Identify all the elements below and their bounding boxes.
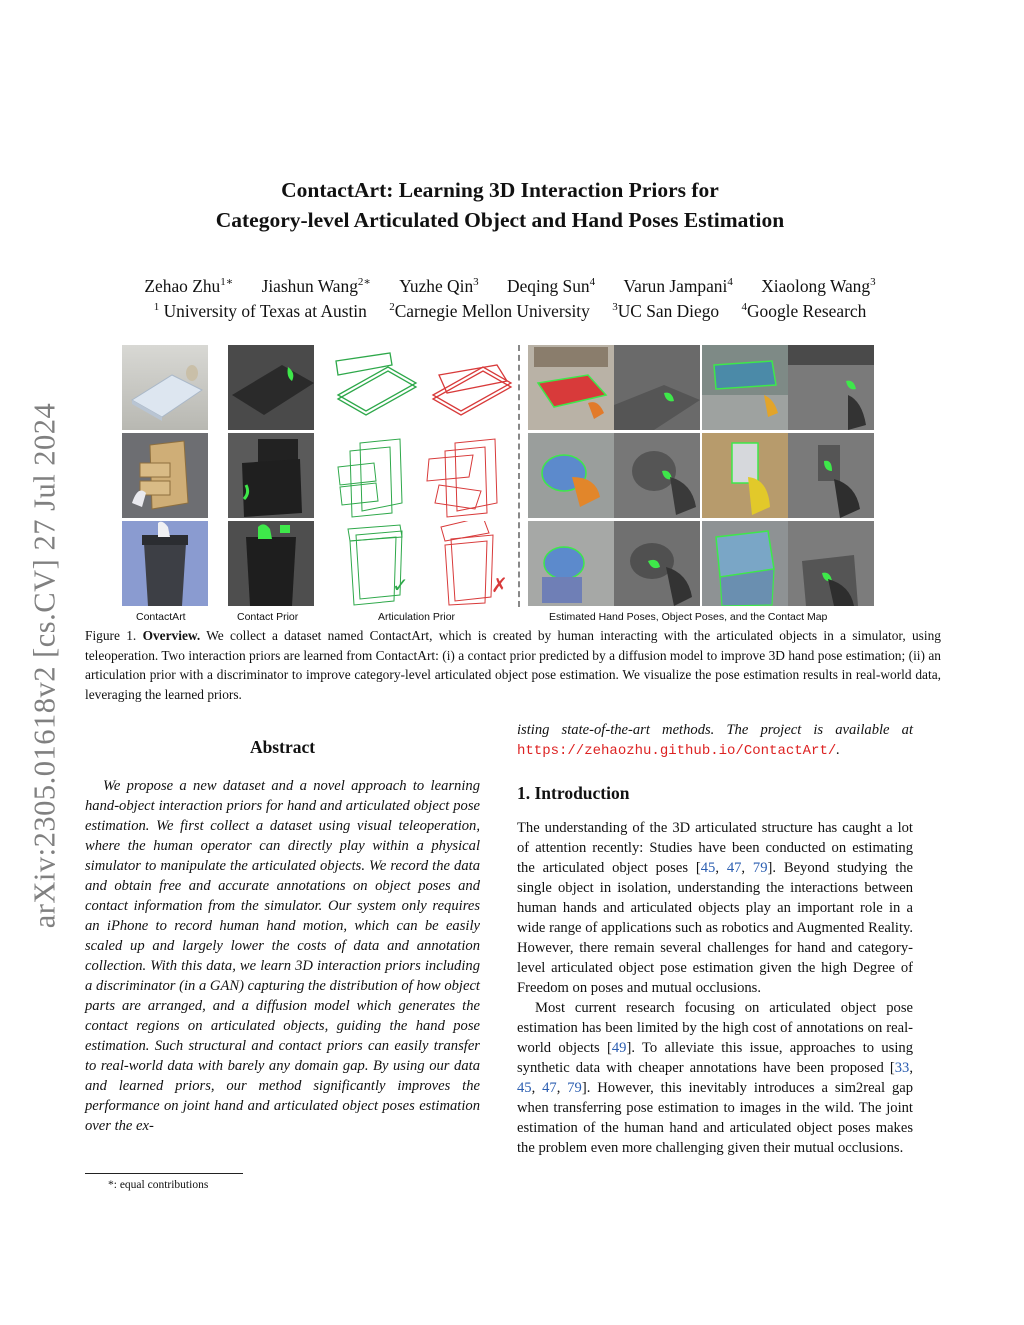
- author: Jiashun Wang$^{2∗}$: [261, 275, 371, 296]
- affiliation: $^3$UC San Diego: [612, 300, 720, 321]
- label-contact-prior: Contact Prior: [237, 611, 299, 623]
- estimate-pot2-rgb: [528, 521, 614, 606]
- articulation-invalid-cabinet: [425, 433, 515, 518]
- contact-prior-laptop: [228, 345, 314, 430]
- paper-title: [140, 175, 860, 235]
- contactart-cabinet-render: [122, 433, 208, 518]
- articulation-valid-cabinet: [330, 433, 420, 518]
- label-articulation-prior: Articulation Prior: [378, 611, 456, 623]
- intro-paragraph-2: Most current research focusing on articulated object pose estimation has been limited by the high cost of annotations on real-world objects [49]. To alleviate this issue, approaches to using synthetic data with cheaper annotations have been proposed [33, 45, 47, 79]. However, this inevitably introduces a sim2real gap when transferring pose estimation to images in the wild. The joint estimation of the human hand and articulated object poses makes the problem even more challenging given their mutual occlusions.: [517, 1000, 914, 1156]
- title-line-1: ContactArt: Learning 3D Interaction Priors for: [281, 178, 719, 202]
- cross-icon: ✗: [491, 573, 508, 597]
- caption-text: We collect a dataset named ContactArt, which is created by human interacting with the articulated objects in a simulator, using teleoperation. Two interaction priors are learned from ContactArt: (i) a contact prior predicted by a diffusion model to improve 3D hand pose estimation; (ii) an articulation prior with a discriminator to improve category-level articulated object pose estimation. We visualize the pose estimation results in real-world data, leveraging the learned priors.: [85, 628, 941, 702]
- abstract-heading: Abstract: [249, 737, 316, 757]
- estimate-laptop-depth: [614, 345, 700, 430]
- right-column: [517, 720, 913, 1158]
- articulation-valid-laptop: [330, 345, 420, 430]
- articulation-valid-trashcan: [330, 521, 420, 606]
- figure-caption: [85, 626, 941, 704]
- estimate-laptop-rgb: [528, 345, 614, 430]
- caption-prefix: Figure 1.: [85, 628, 137, 643]
- arxiv-stamp-text: arXiv:2305.01618v2 [cs.CV] 27 Jul 2024: [27, 402, 62, 928]
- citation-link[interactable]: 49: [611, 1040, 627, 1056]
- estimate-box2-depth: [788, 521, 874, 606]
- citation-link[interactable]: 79: [567, 1080, 582, 1096]
- estimate-box-rgb: [702, 345, 788, 430]
- contact-prior-trashcan: [228, 521, 314, 606]
- title-line-2: Category-level Articulated Object and Hand Poses Estimation: [215, 208, 785, 232]
- estimate-pot2-depth: [614, 521, 700, 606]
- author: Varun Jampani$^4$: [623, 275, 733, 296]
- citation-link[interactable]: 47: [726, 860, 742, 876]
- author-list: [70, 270, 950, 298]
- intro-paragraph-1: The understanding of the 3D articulated structure has caught a lot of attention recently: Studies have been conducted on estimating the articulated object poses [45, 47, 79]. Beyond studying the single object in isolation, understanding the interactions between human hands and articulated objects play an important role in a wide range of applications such as robotics and Augmented Reality. However, there remain several challenges for hand and category-level articulated object pose estimation given the high Degree of Freedom on poses and mutual occlusions.: [517, 820, 914, 996]
- label-estimated: Estimated Hand Poses, Object Poses, and the Contact Map: [549, 611, 828, 623]
- author: Deqing Sun$^4$: [507, 275, 596, 296]
- figure-separator: [518, 345, 520, 607]
- contactart-trashcan-render: [122, 521, 208, 606]
- abstract-continuation: isting state-of-the-art methods. The project is available at https://zehaozhu.github.io/ContactArt/.: [517, 722, 913, 759]
- affiliation: $^1$ University of Texas at Austin: [153, 300, 367, 321]
- affiliation-list: [70, 295, 950, 323]
- citation-link[interactable]: 45: [517, 1080, 532, 1096]
- project-link[interactable]: https://zehaozhu.github.io/ContactArt/: [517, 743, 837, 759]
- introduction-heading: 1. Introduction: [517, 783, 630, 803]
- arxiv-stamp: [10, 370, 80, 960]
- citation-link[interactable]: 33: [894, 1060, 910, 1076]
- check-icon: ✓: [392, 573, 409, 597]
- author: Yuzhe Qin$^3$: [399, 275, 479, 296]
- footnote: *: equal contributions: [108, 1179, 209, 1191]
- contact-prior-cabinet: [228, 433, 314, 518]
- affiliation: $^4$Google Research: [741, 300, 867, 321]
- citation-link[interactable]: 79: [752, 860, 768, 876]
- estimate-cabinet-rgb: [702, 433, 788, 518]
- articulation-invalid-trashcan: [425, 521, 515, 606]
- affiliation: $^2$Carnegie Mellon University: [389, 300, 590, 321]
- figure-1: [120, 345, 880, 623]
- citation-link[interactable]: 47: [542, 1080, 557, 1096]
- left-column: [85, 735, 480, 1136]
- label-contactart: ContactArt: [136, 611, 186, 623]
- articulation-invalid-laptop: [425, 345, 515, 430]
- estimate-cabinet-depth: [788, 433, 874, 518]
- abstract-text: We propose a new dataset and a novel approach to learning hand-object interaction priors for hand and articulated object pose estimation. We first collect a dataset using visual teleoperation, where the human operator can directly play within a physical simulator to manipulate the articulated objects. We record the data and obtain free and accurate annotations on object poses and contact information from the simulator. Our system only requires an iPhone to record human hand motion, which can be easily scaled up and largely lower the costs of data and annotation collection. With this data, we learn 3D interaction priors including a discriminator (in a GAN) capturing the distribution of how object parts are arranged, and a diffusion model which generates the contact regions on articulated objects, guiding the hand pose estimation. Such structural and contact priors can easily transfer to real-world data with barely any domain gap. By using our data and learned priors, our method significantly improves the performance on joint hand and articulated object poses estimation over the ex-: [85, 778, 480, 1134]
- footnote-rule: [85, 1173, 243, 1174]
- author: Zehao Zhu$^{1∗}$: [144, 275, 234, 296]
- caption-bold: Overview.: [142, 628, 201, 643]
- estimate-box-depth: [788, 345, 874, 430]
- estimate-box2-rgb: [702, 521, 788, 606]
- contactart-laptop-render: [122, 345, 208, 430]
- estimate-pot-rgb: [528, 433, 614, 518]
- estimate-pot-depth: [614, 433, 700, 518]
- citation-link[interactable]: 45: [700, 860, 716, 876]
- author: Xiaolong Wang$^3$: [761, 275, 876, 296]
